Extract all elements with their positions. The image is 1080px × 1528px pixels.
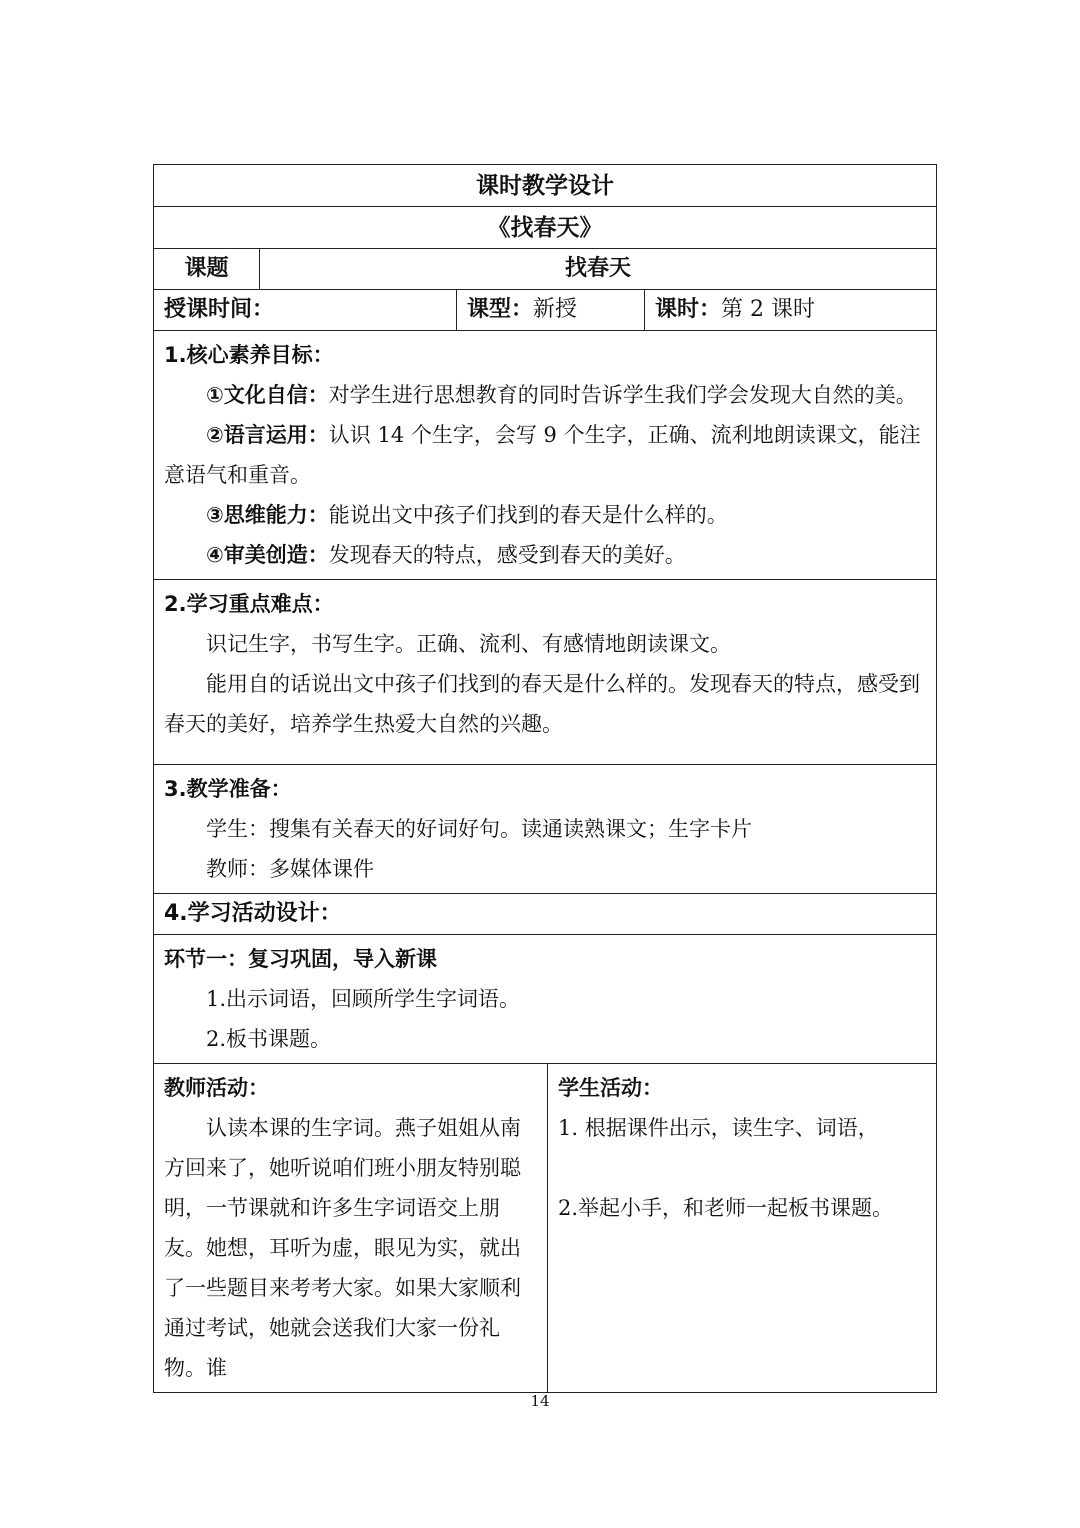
teacher-activity-text: 认读本课的生字词。燕子姐姐从南方回来了，她听说咱们班小朋友特别聪明，一节课就和许多生字词语交上朋友。她想，耳听为虚，眼见为实，就出了一些题目来考考大家。如果大家顺利通过考试，她就会送我们大家一份礼物。谁 xyxy=(164,1116,521,1380)
goals-heading: 1.核心素养目标： xyxy=(164,343,334,367)
topic-label: 课题 xyxy=(154,249,260,290)
type-label: 课型： xyxy=(467,297,534,322)
student-activity-label: 学生活动： xyxy=(558,1076,663,1100)
period-cell xyxy=(645,290,937,331)
key-point-line: 能用自的话说出文中孩子们找到的春天是什么样的。发现春天的特点，感受到春天的美好，培养学生热爱大自然的兴趣。 xyxy=(164,672,920,736)
student-activity-text-2: 2.举起小手，和老师一起板书课题。 xyxy=(558,1196,894,1220)
goals-section xyxy=(154,331,937,580)
teacher-activity-label: 教师活动： xyxy=(164,1076,269,1100)
goal-item: ①文化自信：对学生进行思想教育的同时告诉学生我们学会发现大自然的美。 xyxy=(206,383,917,407)
prep-teacher: 教师：多媒体课件 xyxy=(206,857,374,881)
type-value: 新授 xyxy=(533,297,578,322)
goal-item: ④审美创造：发现春天的特点，感受到春天的美好。 xyxy=(206,543,686,567)
prep-section xyxy=(154,765,937,894)
stage-title: 环节一：复习巩固，导入新课 xyxy=(164,947,437,971)
student-activity-text-1: 1. 根据课件出示，读生字、词语， xyxy=(558,1116,879,1140)
activity-stage-1 xyxy=(154,935,937,1064)
goal-item: ③思维能力：能说出文中孩子们找到的春天是什么样的。 xyxy=(206,503,728,527)
key-point-line: 识记生字，书写生字。正确、流利、有感情地朗读课文。 xyxy=(206,632,731,656)
activities-heading: 4.学习活动设计： xyxy=(154,894,937,935)
table-header: 课时教学设计 xyxy=(154,165,937,207)
stage-step: 2.板书课题。 xyxy=(206,1027,332,1051)
stage-step: 1.出示词语，回顾所学生字词语。 xyxy=(206,987,521,1011)
lesson-plan-table xyxy=(153,164,937,1393)
page-number: 14 xyxy=(530,1392,550,1410)
goal-item: ②语言运用：认识 14 个生字，会写 9 个生字，正确、流利地朗读课文，能注意语气和重音。 xyxy=(164,423,921,487)
period-label: 课时： xyxy=(655,297,722,322)
period-value: 第 2 课时 xyxy=(721,297,815,322)
student-activity-cell xyxy=(548,1064,937,1393)
lesson-title: 《找春天》 xyxy=(154,207,937,249)
prep-heading: 3.教学准备： xyxy=(164,777,292,801)
type-cell xyxy=(457,290,645,331)
key-points-heading: 2.学习重点难点： xyxy=(164,592,334,616)
key-points-section xyxy=(154,580,937,765)
topic-value: 找春天 xyxy=(260,249,937,290)
prep-student: 学生：搜集有关春天的好词好句。读通读熟课文；生字卡片 xyxy=(206,817,752,841)
time-label: 授课时间： xyxy=(154,290,457,331)
teacher-activity-cell xyxy=(154,1064,548,1393)
